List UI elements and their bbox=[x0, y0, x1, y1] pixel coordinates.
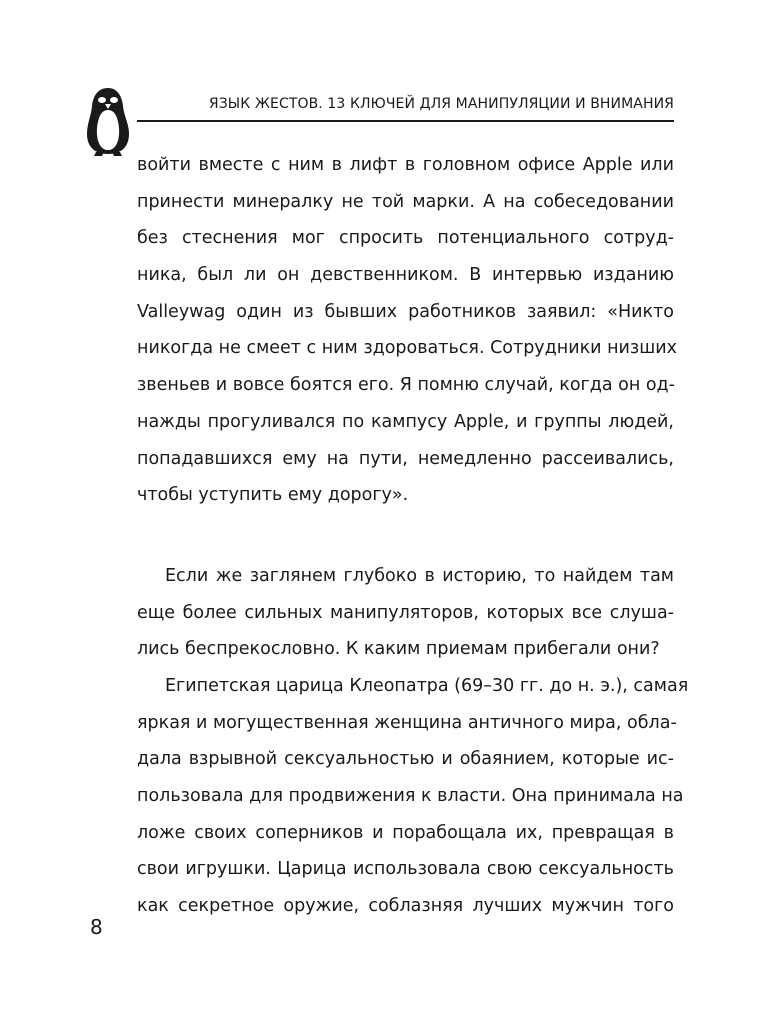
text-line: никогда не смеет с ним здороваться. Сотрудники низших bbox=[137, 338, 677, 359]
text-line: Valleywag один из бывших работников заявил: «Никто bbox=[137, 301, 674, 322]
text-line: ложе своих соперников и порабощала их, превращая в bbox=[137, 822, 674, 843]
text-line: принести минералку не той марки. А на собеседовании bbox=[137, 191, 674, 212]
text-line: звеньев и вовсе боятся его. Я помню случай, когда он од- bbox=[137, 375, 675, 396]
running-header-title: ЯЗЫК ЖЕСТОВ. 13 КЛЮЧЕЙ ДЛЯ МАНИПУЛЯЦИИ И ВНИМАНИЯ bbox=[208, 96, 674, 112]
text-line: свои игрушки. Царица использовала свою сексуальность bbox=[137, 859, 674, 880]
text-line: войти вместе с ним в лифт в головном офисе Apple или bbox=[137, 155, 674, 175]
text-line: Египетская царица Клеопатра (69–30 гг. до н. э.), самая bbox=[165, 675, 689, 696]
penguin-icon bbox=[84, 86, 132, 156]
text-line: еще более сильных манипуляторов, которых все слуша- bbox=[137, 602, 674, 623]
running-header bbox=[137, 92, 674, 122]
text-line: нажды прогуливался по кампусу Apple, и группы людей, bbox=[137, 411, 674, 432]
page-number: 8 bbox=[90, 915, 103, 939]
text-line: лись беспрекословно. К каким приемам прибегали они? bbox=[137, 639, 660, 660]
text-line: дала взрывной сексуальностью и обаянием, которые ис- bbox=[137, 749, 674, 770]
text-line: чтобы уступить ему дорогу». bbox=[137, 485, 409, 506]
text-line: как секретное оружие, соблазняя лучших мужчин того bbox=[137, 896, 674, 917]
text-line: без стеснения мог спросить потенциального сотруд- bbox=[137, 228, 674, 249]
body-text bbox=[137, 147, 689, 925]
text-line: яркая и могущественная женщина античного мира, обла- bbox=[137, 712, 677, 733]
paragraph bbox=[137, 558, 674, 668]
text-line: пользовала для продвижения к власти. Она принимала на bbox=[137, 786, 684, 806]
text-line: Если же заглянем глубоко в историю, то найдем там bbox=[165, 565, 674, 586]
text-line: попадавшихся ему на пути, немедленно рассеивались, bbox=[137, 448, 674, 469]
paragraph-gap bbox=[137, 514, 674, 558]
text-line: ника, был ли он девственником. В интервью изданию bbox=[137, 265, 674, 286]
paragraph bbox=[137, 668, 689, 925]
paragraph bbox=[137, 147, 677, 514]
